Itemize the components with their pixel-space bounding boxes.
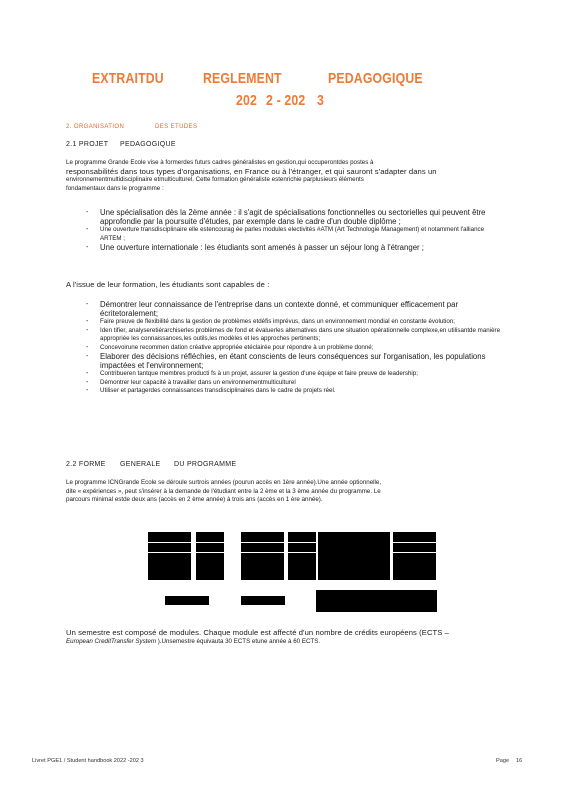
outcomes-intro-text: A l'issue de leur formation, les étudiants sont capables de : [66,280,270,289]
diagram-label-block [165,596,209,605]
title-pedagogique: PEDAGOGIQUE [328,70,423,87]
form-line-1: Le programme ICNGrande Ecole se déroule surtrois années (pourun accès en 1ère année).Une année optionnelle, [66,479,382,486]
intro-line-2: responsabilités dans tous types d'organisations, en France ou à l'étranger, et qui sauront s'adapter dans un [66,166,437,176]
diagram-label-block [316,590,437,612]
programme-form-paragraph [66,479,506,505]
closing-line-2 [66,638,516,647]
list-item: - Démontrer leur connaissance de l'entreprise dans un contexte donné, et communiquer efficacement par écritetoralement; [66,300,506,318]
form-line-3: parcours minimal estde deux ans (accès en 2 ème année) à trois ans (accès en 1 ère année). [66,496,323,504]
title-year-b: 3 [317,92,325,109]
section-22-heading-b: GENERALE [120,461,161,468]
intro-paragraph [66,159,496,193]
diagram-block [393,532,436,580]
footer-page-label: Page [496,758,510,764]
closing-line-2-italic: European CreditTransfer System [66,637,156,645]
closing-line-2-rest: ).Unsemestre équivauta 30 ECTS etune année à 60 ECTS. [155,637,321,645]
diagram-block [196,532,224,580]
list-item: - Concevoirune recommen dation créative appropriée etéclairée pour répondre à un problème donné; [66,344,506,352]
outcomes-list [66,300,506,396]
title-year-sep: 2 - 202 [266,92,306,109]
section-22-heading-c: DU PROGRAMME [174,461,237,468]
section-2-heading-a: 2. ORGANISATION [66,124,125,130]
list-item: - Faire preuve de flexibilité dans la gestion de problèmes etdéfis imprévus, dans un environnement mondial en constante évolution; [66,318,506,326]
list-item: - Une spécialisation dès la 2ème année : il s'agit de spécialisations fonctionnelles ou sectorielles qui peuvent être approfondie par la poursuite d'études, par exemple dans le cadre d'un double diplôme ; [66,208,506,226]
section-21-heading-a: 2.1 PROJET [66,141,109,148]
footer-page-number: 16 [516,758,523,764]
outcomes-intro [66,281,506,291]
footer-left: Livret PGE1 / Student handbook 2022 -202 3 [32,758,144,764]
programme-elements-list [66,208,506,252]
intro-line-3: environnementmultidisciplinaire etmulticulturel. Cette formation généraliste estenrichie parplusieurs éléments [66,176,364,184]
closing-paragraph [66,629,516,646]
diagram-block [241,532,284,580]
closing-line-1: Un semestre est composé de modules. Chaque module est affecté d'un nombre de crédits européens (ECTS – [66,628,449,637]
form-line-2: dite « expériences », peut s'insérer à la demande de l'étudiant entre la 2 ème et la 3 ème année du programme. Le [66,487,381,495]
title-year-a: 202 [236,92,258,109]
intro-line-1: Le programme Grande Ecole vise à formerdes futurs cadres généralistes en gestion,qui occuperontdes postes à [66,159,374,166]
section-22-heading-a: 2.2 FORME [66,461,106,468]
diagram-label-block [241,596,285,605]
list-item: - Iden tifier, analyseretiérarchiserles problèmes de fond et évaluerles alternatives dans une situation opérationnelle complexe,en utilisantde manière appropriée les connaissances,les outils,les modèles et les approches pertinents; [66,327,506,344]
list-item: - Contribueren tantque membres producti fs à un projet, assurer la gestion d'une équipe et faire preuve de leadership; [66,370,506,378]
title-reglement: REGLEMENT [203,70,282,87]
diagram-block [148,532,191,580]
section-21-heading-b: PEDAGOGIQUE [120,141,176,148]
intro-line-4: fondamentaux dans le programme : [66,184,164,192]
list-item: - Elaborer des décisions réfléchies, en étant conscients de leurs conséquences sur l'organisation, les populations impactées et l'environnement; [66,352,506,370]
list-item: - Une ouverture internationale : les étudiants sont amenés à passer un séjour long à l'étranger ; [66,243,506,252]
list-item: - Une ouverture transdisciplinaire elle estencourag ée parles modules electivités #ATM (Art Technologie Management) et notamment l'alliance ARTEM ; [66,226,506,243]
list-item: - Démontrer leur capacité à travailler dans un environnementmulticulturel [66,379,506,387]
diagram-block [288,532,316,580]
section-2-heading-b: DES ETUDES [155,124,198,130]
title-extrait: EXTRAITDU [92,70,164,87]
list-item: - Utiliser et partagerdes connaissances transdisciplinaires dans le cadre de projets réel. [66,387,506,395]
diagram-block [318,532,390,580]
